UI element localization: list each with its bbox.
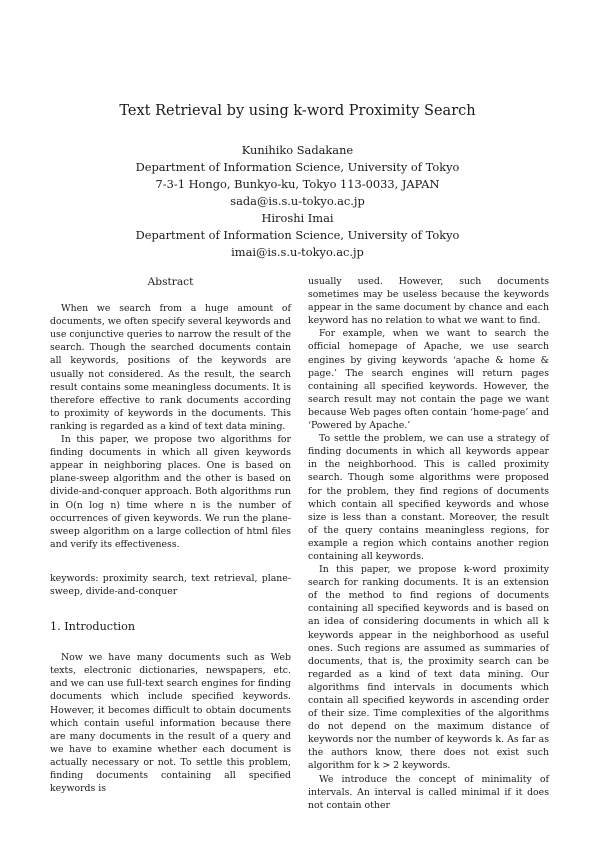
body-paragraph: usually used. However, such documents sometimes may be useless because the keywords appear in the same document by chance and each keyword has no relation to what we want to find. <box>308 276 549 327</box>
abstract-paragraph: When we search from a huge amount of documents, we often specify several keywords and use conjunctive queries to narrow the result of the search. Though the searched documents contain all keywords, positions of the keywords are usually not considered. As the result, the search result contains some meaningless documents. It is therefore effective to rank documents according to proximity of keywords in the documents. This ranking is regarded as a kind of text data mining. <box>50 303 291 432</box>
body-paragraph: We introduce the concept of minimality of intervals. An interval is called minimal if it does not contain other <box>308 773 549 811</box>
author-affiliation: Department of Information Science, University of Tokyo <box>135 160 460 174</box>
author-block-1 <box>0 142 595 210</box>
author-block-2 <box>0 210 595 261</box>
abstract-heading: Abstract <box>147 276 194 288</box>
body-paragraph: To settle the problem, we can use a strategy of finding documents in which all keywords appear in the neighborhood. This is called proximity search. Though some algorithms were proposed for the problem, they find regions of documents which contain all specified keywords and whose size is less than a constant. Moreover, the result of the query contains meaningless regions, for example a region which contains another region containing all keywords. <box>308 433 549 562</box>
body-paragraph: In this paper, we propose k-word proximity search for ranking documents. It is an extension of the method to find regions of documents containing all specified keywords and is based on an idea of considering documents in which all k keywords appear in the neighborhood as useful ones. Such regions are assumed as summaries of documents, that is, the proximity search can be regarded as a kind of text data mining. Our algorithms find intervals in documents which contain all specified keywords in ascending order of their size. Time complexities of the algorithms do not depend on the maximum distance of keywords nor the number of keywords k. As far as the authors know, there does not exist such algorithm for k > 2 keywords. <box>308 564 549 772</box>
body-paragraph: For example, when we want to search the official homepage of Apache, we use search engines by giving keywords ‘apache & home & page.’ The search engines will return pages containing all specified keywords. However, the search result may not contain the page we want because Web pages often contain ‘home-page’ and ‘Powered by Apache.’ <box>308 328 549 432</box>
author-email: sada@is.s.u-tokyo.ac.jp <box>230 194 365 208</box>
author-name: Kunihiko Sadakane <box>241 143 354 157</box>
keywords: keywords: proximity search, text retrieval, plane-sweep, divide-and-conquer <box>50 572 291 597</box>
paper-title: Text Retrieval by using k-word Proximity Search <box>119 103 476 119</box>
author-address: 7-3-1 Hongo, Bunkyo-ku, Tokyo 113-0033, JAPAN <box>155 177 440 191</box>
left-column <box>50 272 291 795</box>
author-affiliation: Department of Information Science, University of Tokyo <box>135 228 460 242</box>
section-heading: 1. Introduction <box>50 620 136 634</box>
author-name: Hiroshi Imai <box>261 211 334 225</box>
body-paragraph: Now we have many documents such as Web texts, electronic dictionaries, newspapers, etc. and we can use full-text search engines for finding documents which include specified keywords. However, it becomes difficult to obtain documents which contain useful information because there are many documents in the result of a query and we have to examine whether each document is actually necessary or not. To settle this problem, finding documents containing all specified keywords is <box>50 652 291 795</box>
author-email: imai@is.s.u-tokyo.ac.jp <box>231 245 364 259</box>
abstract-paragraph: In this paper, we propose two algorithms for finding documents in which all given keywords appear in neighboring places. One is based on plane-sweep algorithm and the other is based on divide-and-conquer approach. Both algorithms run in O(n log n) time where n is the number of occurrences of given keywords. We run the plane-sweep algorithm on a large collection of html files and verify its effectiveness. <box>50 434 291 550</box>
right-column <box>308 275 549 812</box>
